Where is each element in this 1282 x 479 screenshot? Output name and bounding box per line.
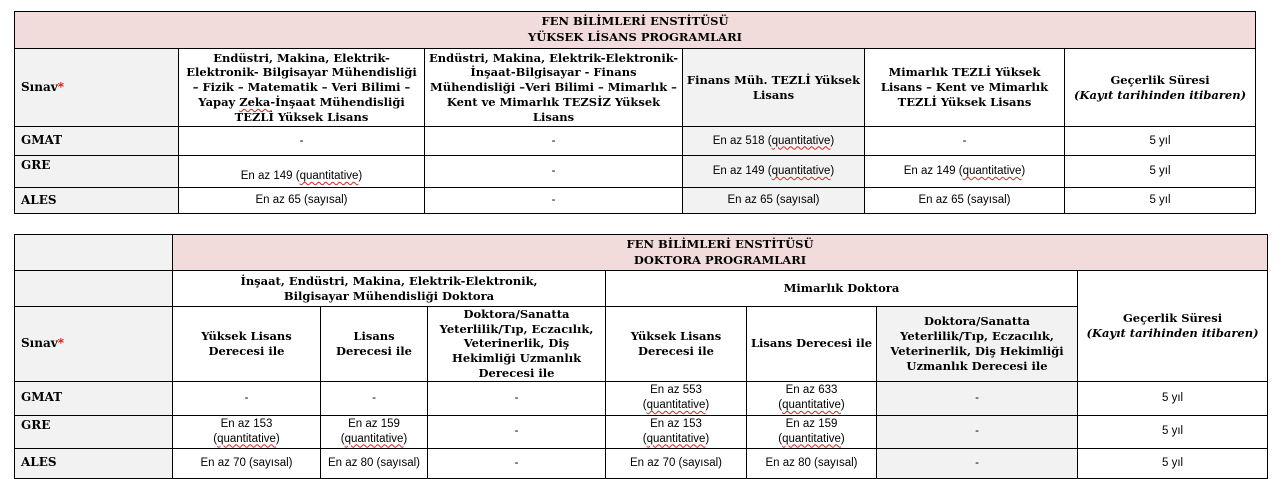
cell-text: En az	[650, 384, 680, 397]
table-cell	[683, 127, 865, 156]
cell-text: En az 149 (	[903, 165, 963, 178]
table-cell: -	[173, 381, 321, 415]
cell-text: quantitative	[646, 399, 706, 412]
masters-title-line2: YÜKSEK LİSANS PROGRAMLARI	[528, 30, 743, 44]
table-cell: -	[428, 381, 606, 415]
exam-name: ALES	[15, 448, 173, 478]
table-cell: En az 159 (quantitative)	[321, 415, 428, 448]
exam-name: ALES	[15, 188, 179, 214]
program-header-text: -İnşaat Mühendisliği TEZLİ Yüksek Lisans	[234, 94, 405, 124]
table-cell	[683, 156, 865, 188]
table-cell	[865, 156, 1065, 188]
cell-text: quantitative	[299, 170, 359, 183]
cell-text: 153	[682, 417, 702, 430]
table-cell: -	[425, 127, 683, 156]
sub-header-bachelors-degree: Lisans Derecesi ile	[321, 307, 428, 382]
corner-cell	[15, 235, 173, 271]
validity-sub: (Kayıt tarihinden itibaren)	[1086, 325, 1259, 340]
cell-text: En az	[348, 417, 378, 430]
validity-cell: 5 yıl	[1065, 156, 1256, 188]
sub-header-doctorate-degree: Doktora/Sanatta Yeterlilik/Tıp, Eczacılık, Veterinerlik, Diş Hekimliği Uzmanlık Derecesi ile	[428, 307, 606, 382]
table-cell: -	[865, 127, 1065, 156]
masters-title-line1: FEN BİLİMLERİ ENSTİTÜSÜ	[541, 14, 729, 29]
cell-text: 159	[818, 417, 838, 430]
exam-header	[15, 49, 179, 127]
table-cell: -	[877, 381, 1078, 415]
corner-cell	[15, 271, 173, 307]
table-row	[15, 127, 1256, 156]
cell-text: )	[830, 134, 835, 147]
cell-text: quantitative	[782, 432, 841, 445]
cell-text: En az 149 (	[712, 165, 772, 178]
validity-cell: 5 yıl	[1078, 448, 1268, 478]
cell-text: )	[830, 165, 835, 178]
validity-label: Geçerlik Süresi	[1110, 72, 1210, 87]
table-cell: -	[179, 127, 425, 156]
program-header-text: Endüstri, Makina, Elektrik-Elektronik- Bilgisayar Mühendisliği – Fizik – Matematik – Veri Bilimi – Yapay	[186, 50, 417, 109]
sub-header-bachelors-degree: Lisans Derecesi ile	[747, 307, 877, 382]
cell-text: En az	[785, 417, 816, 430]
table-row	[15, 188, 1256, 214]
masters-requirements-table	[14, 11, 1256, 214]
cell-text: quantitative	[782, 399, 841, 412]
cell-text: quantitative	[344, 432, 404, 445]
exam-header-label: Sınav	[21, 79, 58, 94]
cell-text: En az 149 (	[240, 170, 300, 183]
sub-header-masters-degree: Yüksek Lisans Derecesi ile	[173, 307, 321, 382]
validity-header	[1078, 271, 1268, 382]
required-asterisk: *	[57, 336, 64, 350]
table-cell: -	[321, 381, 428, 415]
table-cell: -	[877, 415, 1078, 448]
table-row	[15, 381, 1268, 415]
group-header-engineering: İnşaat, Endüstri, Makina, Elektrik-Elektronik, Bilgisayar Mühendisliği Doktora	[173, 271, 606, 307]
exam-name: GMAT	[15, 127, 179, 156]
cell-text: En az	[650, 417, 680, 430]
validity-label: Geçerlik Süresi	[1122, 311, 1223, 326]
doctoral-title	[173, 235, 1268, 271]
doctoral-requirements-table	[14, 234, 1268, 479]
cell-text: quantitative	[217, 432, 276, 445]
validity-header	[1065, 49, 1256, 127]
table-cell: En az 65 (sayısal)	[683, 188, 865, 214]
cell-text: En az	[785, 384, 816, 397]
table-cell: En az 553 (quantitative)	[606, 381, 747, 415]
cell-text: 159	[380, 417, 400, 430]
table-cell: En az 70 (sayısal)	[173, 448, 321, 478]
table-cell: -	[428, 448, 606, 478]
exam-header-label: Sınav	[21, 336, 58, 350]
table-cell: En az 80 (sayısal)	[321, 448, 428, 478]
doctoral-title-line2: DOKTORA PROGRAMLARI	[633, 252, 807, 267]
cell-text: quantitative	[962, 165, 1022, 178]
table-cell: En az 159 (quantitative)	[747, 415, 877, 448]
cell-text: quantitative	[771, 134, 831, 147]
validity-cell: 5 yıl	[1065, 127, 1256, 156]
sub-header-masters-degree: Yüksek Lisans Derecesi ile	[606, 307, 747, 382]
doctoral-title-line1: FEN BİLİMLERİ ENSTİTÜSÜ	[626, 236, 814, 251]
validity-cell: 5 yıl	[1078, 381, 1268, 415]
program-header-engineering-thesis	[179, 49, 425, 127]
cell-text: quantitative	[646, 432, 706, 445]
cell-text: 553	[682, 384, 702, 397]
table-cell: -	[425, 188, 683, 214]
table-cell: En az 153 (quantitative)	[173, 415, 321, 448]
cell-text: )	[1021, 165, 1026, 178]
cell-text: En az 518 (	[712, 134, 772, 147]
table-row	[15, 156, 1256, 188]
table-cell: En az 70 (sayısal)	[606, 448, 747, 478]
exam-name: GRE	[15, 156, 179, 188]
table-cell: En az 65 (sayısal)	[179, 188, 425, 214]
validity-cell: 5 yıl	[1078, 415, 1268, 448]
program-header-architecture-thesis: Mimarlık TEZLİ Yüksek Lisans – Kent ve Mimarlık TEZLİ Yüksek Lisans	[865, 49, 1065, 127]
table-cell: En az 80 (sayısal)	[747, 448, 877, 478]
table-cell: -	[877, 448, 1078, 478]
table-cell	[179, 156, 425, 188]
validity-sub: (Kayıt tarihinden itibaren)	[1074, 87, 1247, 102]
sub-header-doctorate-degree: Doktora/Sanatta Yeterlilik/Tıp, Eczacılık, Veterinerlik, Diş Hekimliği Uzmanlık Derecesi ile	[877, 307, 1078, 382]
program-header-non-thesis: Endüstri, Makina, Elektrik-Elektronik-İnşaat-Bilgisayar - Finans Mühendisliği –Veri Bilimi – Mimarlık – Kent ve Mimarlık TEZSİZ Yüksek Lisans	[425, 49, 683, 127]
cell-text: quantitative	[771, 165, 831, 178]
cell-text: 153	[253, 417, 273, 430]
table-cell: En az 65 (sayısal)	[865, 188, 1065, 214]
group-header-architecture: Mimarlık Doktora	[606, 271, 1078, 307]
masters-title	[15, 12, 1256, 49]
table-cell: -	[428, 415, 606, 448]
program-header-finance-thesis: Finans Müh. TEZLİ Yüksek Lisans	[683, 49, 865, 127]
table-cell: -	[425, 156, 683, 188]
cell-text: 633	[818, 384, 838, 397]
exam-name: GMAT	[15, 381, 173, 415]
program-header-text: Zeka	[239, 94, 271, 109]
validity-cell: 5 yıl	[1065, 188, 1256, 214]
table-cell: En az 633 (quantitative)	[747, 381, 877, 415]
table-cell: En az 153 (quantitative)	[606, 415, 747, 448]
cell-text: En az	[220, 417, 251, 430]
cell-text: )	[358, 170, 363, 183]
exam-header	[15, 307, 173, 382]
exam-name: GRE	[15, 415, 173, 448]
table-row	[15, 415, 1268, 448]
required-asterisk: *	[57, 79, 64, 94]
